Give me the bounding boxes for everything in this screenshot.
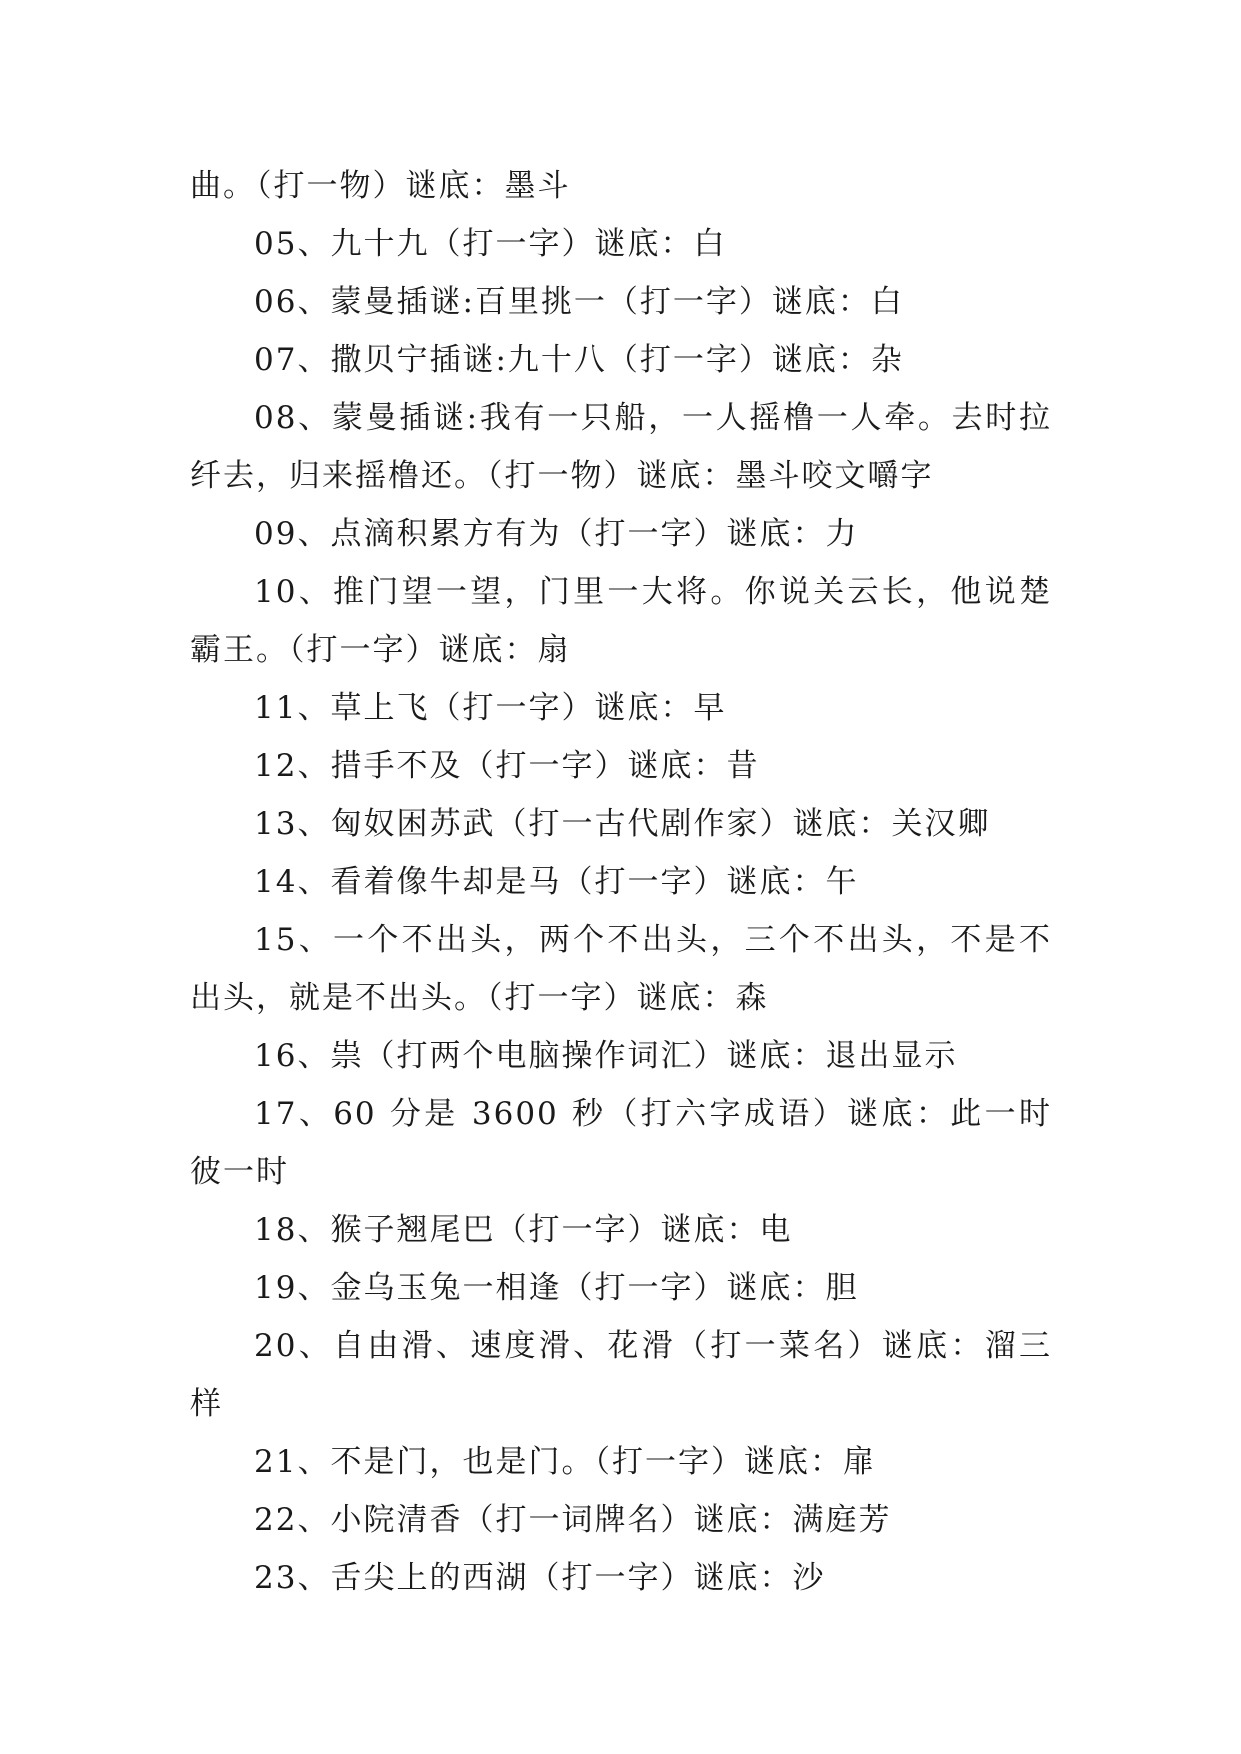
riddle-item: 10、推门望一望，门里一大将。你说关云长，他说楚霸王。（打一字）谜底：扇 bbox=[190, 574, 1052, 668]
riddle-item: 13、匈奴困苏武（打一古代剧作家）谜底：关汉卿 bbox=[254, 806, 991, 842]
riddle-item: 12、措手不及（打一字）谜底：昔 bbox=[254, 748, 760, 784]
riddle-item: 08、蒙曼插谜:我有一只船，一人摇橹一人牵。去时拉纤去，归来摇橹还。（打一物）谜底：墨斗咬文嚼字 bbox=[190, 400, 1052, 494]
riddle-item: 09、点滴积累方有为（打一字）谜底：力 bbox=[254, 516, 859, 552]
riddle-item: 14、看着像牛却是马（打一字）谜底：午 bbox=[254, 864, 859, 900]
document-body bbox=[190, 157, 1052, 1607]
riddle-item: 19、金乌玉兔一相逢（打一字）谜底：胆 bbox=[254, 1270, 859, 1306]
riddle-item: 16、祟（打两个电脑操作词汇）谜底：退出显示 bbox=[254, 1038, 958, 1074]
paragraph: 曲。（打一物）谜底：墨斗 bbox=[190, 168, 571, 204]
riddle-item: 22、小院清香（打一词牌名）谜底：满庭芳 bbox=[254, 1502, 892, 1538]
riddle-item: 05、九十九（打一字）谜底：白 bbox=[254, 226, 727, 262]
riddle-item: 23、舌尖上的西湖（打一字）谜底：沙 bbox=[254, 1560, 826, 1596]
riddle-item: 17、60 分是 3600 秒（打六字成语）谜底：此一时彼一时 bbox=[190, 1096, 1052, 1190]
riddle-item: 21、不是门，也是门。（打一字）谜底：扉 bbox=[254, 1444, 876, 1480]
riddle-item: 18、猴子翘尾巴（打一字）谜底：电 bbox=[254, 1212, 793, 1248]
riddle-item: 11、草上飞（打一字）谜底：早 bbox=[254, 690, 727, 726]
riddle-item: 07、撒贝宁插谜:九十八（打一字）谜底：杂 bbox=[254, 342, 904, 378]
riddle-item: 15、一个不出头，两个不出头，三个不出头，不是不出头，就是不出头。（打一字）谜底：森 bbox=[190, 922, 1052, 1016]
riddle-item: 20、自由滑、速度滑、花滑（打一菜名）谜底：溜三样 bbox=[190, 1328, 1052, 1422]
riddle-item: 06、蒙曼插谜:百里挑一（打一字）谜底：白 bbox=[254, 284, 904, 320]
